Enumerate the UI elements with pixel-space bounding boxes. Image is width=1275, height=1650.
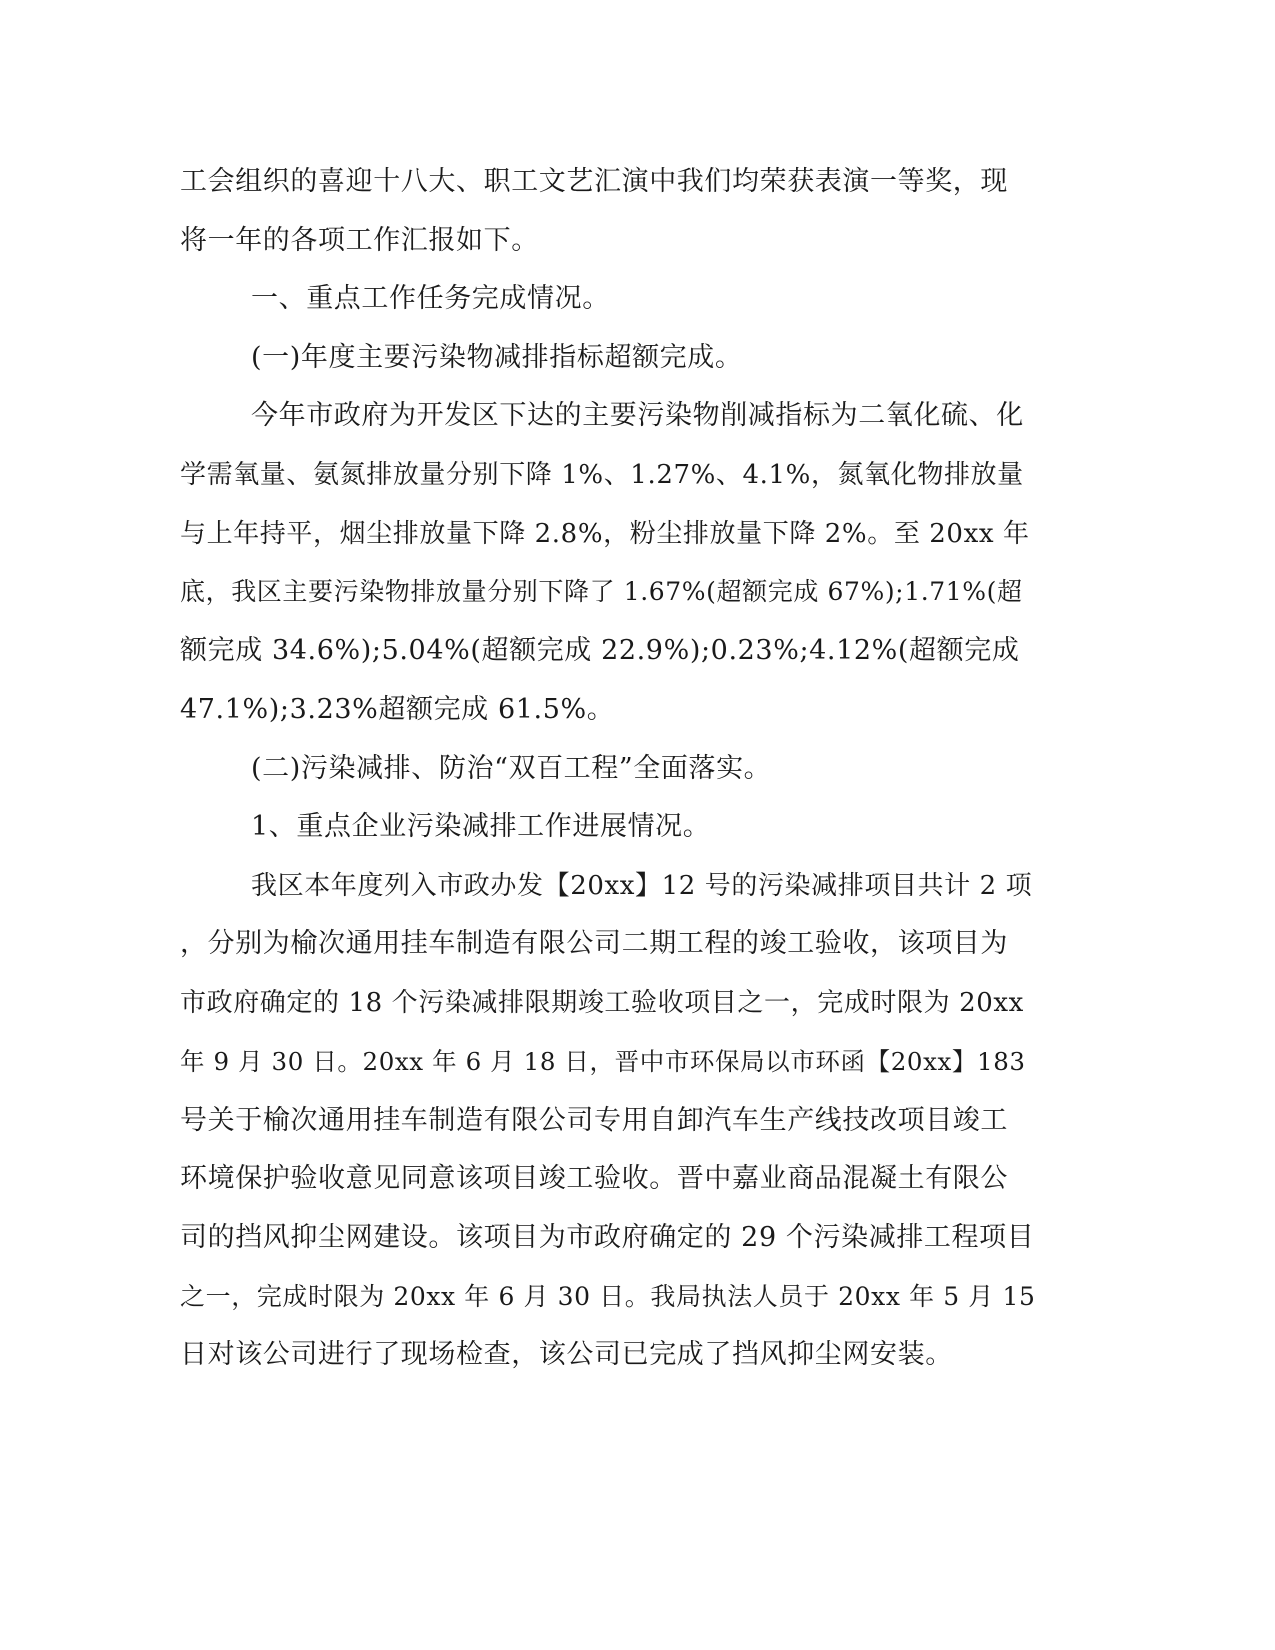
text-line-16: 年 9 月 30 日。20xx 年 6 月 18 日，晋中市环保局以市环函【20xx】183: [180, 1047, 1026, 1076]
text-line-19: 司的挡风抑尘网建设。该项目为市政府确定的 29 个污染减排工程项目: [180, 1222, 1035, 1253]
text-line-7: 与上年持平，烟尘排放量下降 2.8%，粉尘排放量下降 2%。至 20xx 年: [180, 519, 1030, 549]
text-line-6: 学需氧量、氨氮排放量分别下降 1%、1.27%、4.1%，氮氧化物排放量: [180, 460, 1024, 490]
text-line-1: 工会组织的喜迎十八大、职工文艺汇演中我们均荣获表演一等奖，现: [180, 166, 1008, 197]
subsection-heading-1: (一)年度主要污染物减排指标超额完成。: [251, 342, 743, 373]
item-heading-1: 1、重点企业污染减排工作进展情况。: [251, 811, 711, 842]
text-line-20: 之一，完成时限为 20xx 年 6 月 30 日。我局执法人员于 20xx 年 5 月 15: [180, 1282, 1036, 1311]
text-line-13: 我区本年度列入市政办发【20xx】12 号的污染减排项目共计 2 项: [251, 871, 1033, 901]
section-heading-1: 一、重点工作任务完成情况。: [251, 283, 610, 314]
text-line-2: 将一年的各项工作汇报如下。: [180, 225, 539, 256]
text-line-8: 底，我区主要污染物排放量分别下降了 1.67%(超额完成 67%);1.71%(超: [180, 577, 1023, 606]
text-line-15: 市政府确定的 18 个污染减排限期竣工验收项目之一，完成时限为 20xx: [180, 988, 1024, 1018]
text-line-9: 额完成 34.6%);5.04%(超额完成 22.9%);0.23%;4.12%(超额完成: [180, 635, 1020, 666]
text-line-18: 环境保护验收意见同意该项目竣工验收。晋中嘉业商品混凝土有限公: [180, 1163, 1008, 1194]
text-line-5: 今年市政府为开发区下达的主要污染物削减指标为二氧化硫、化: [251, 400, 1024, 431]
text-line-10: 47.1%);3.23%超额完成 61.5%。: [180, 694, 615, 725]
subsection-heading-2: (二)污染减排、防治“双百工程”全面落实。: [251, 753, 772, 784]
text-line-17: 号关于榆次通用挂车制造有限公司专用自卸汽车生产线技改项目竣工: [180, 1105, 1008, 1136]
text-line-21: 日对该公司进行了现场检查，该公司已完成了挡风抑尘网安装。: [180, 1339, 953, 1370]
text-line-14: ，分别为榆次通用挂车制造有限公司二期工程的竣工验收，该项目为: [180, 928, 1008, 959]
